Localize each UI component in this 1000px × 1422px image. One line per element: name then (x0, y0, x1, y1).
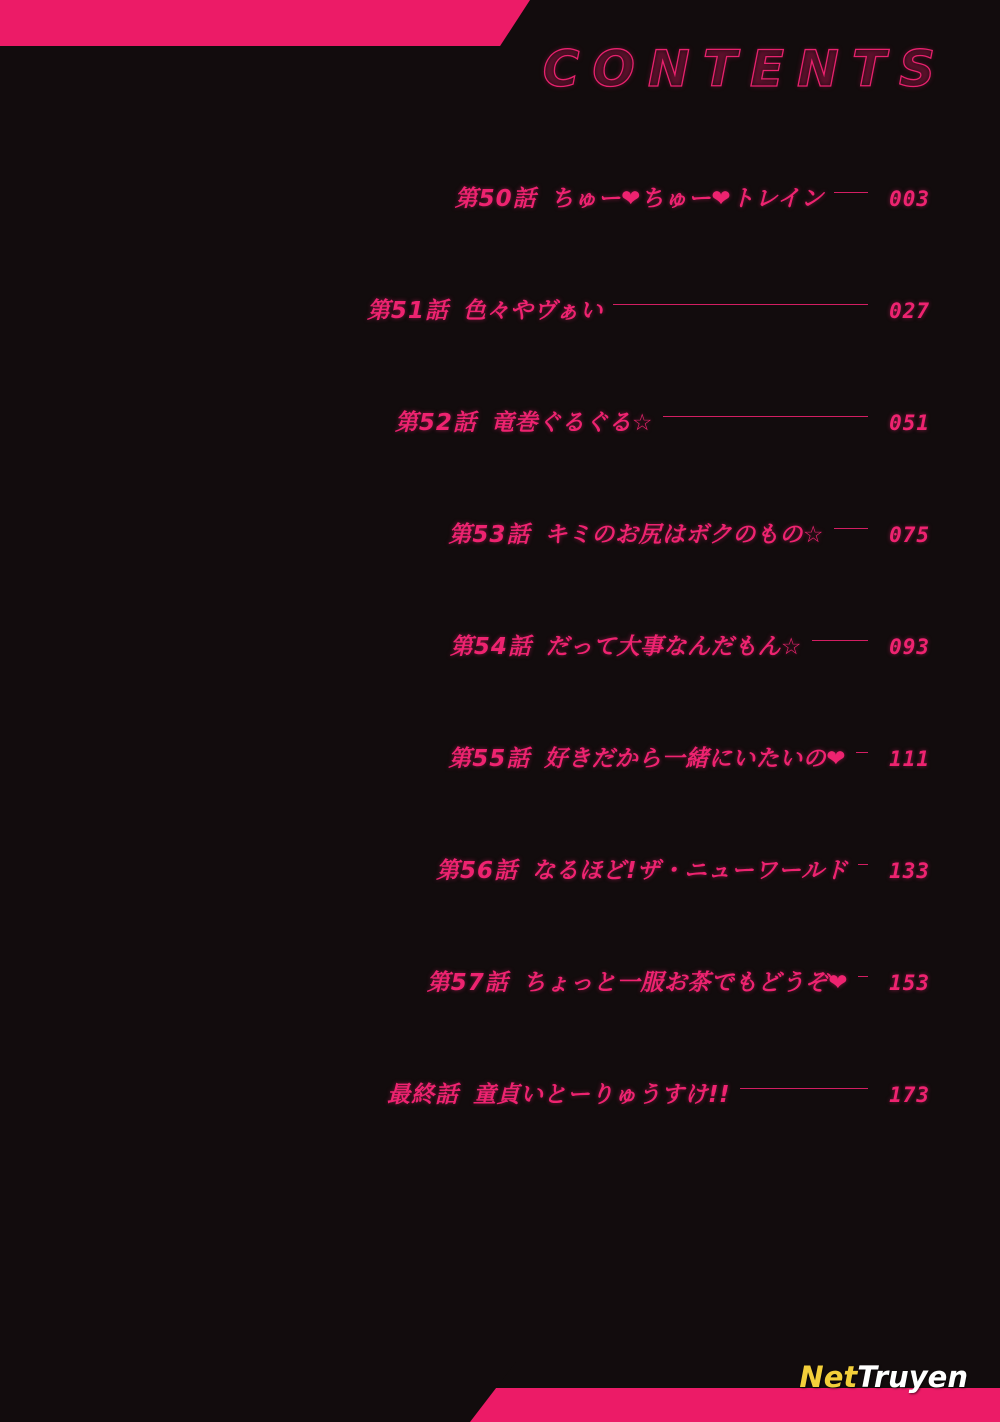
toc-leader-line (834, 528, 868, 529)
toc-page-number: 003 (889, 187, 930, 211)
page-title: CONTENTS (542, 40, 948, 98)
toc-page-number: 133 (889, 859, 930, 883)
toc-page-number: 075 (889, 523, 930, 547)
toc-entry[interactable] (0, 404, 1000, 516)
toc-chapter-label: 第53話 (448, 522, 531, 548)
toc-page-number: 111 (889, 747, 930, 771)
toc-entry-inner (367, 292, 930, 325)
toc-chapter-title: 童貞いとーりゅうすけ!! (473, 1082, 730, 1108)
toc-chapter-label: 第50話 (454, 186, 537, 212)
toc-entry[interactable] (0, 964, 1000, 1076)
toc-chapter-title: ちょっと一服お茶でもどうぞ❤ (522, 970, 848, 996)
watermark-part2: Truyen (857, 1360, 968, 1394)
toc-leader-line (663, 416, 868, 417)
toc-chapter-title: 好きだから一緒にいたいの❤ (544, 746, 846, 772)
toc-chapter-label: 第57話 (426, 970, 509, 996)
toc-chapter-label: 第54話 (449, 634, 532, 660)
toc-leader-line (613, 304, 868, 305)
toc-leader-line (740, 1088, 868, 1089)
toc-leader-line (812, 640, 868, 641)
toc-entry[interactable] (0, 628, 1000, 740)
toc-entry[interactable] (0, 292, 1000, 404)
toc-leader-line (856, 752, 868, 753)
toc-entry[interactable] (0, 516, 1000, 628)
toc-chapter-label: 第51話 (366, 298, 449, 324)
toc-leader-line (858, 864, 868, 865)
toc-page-number: 051 (889, 411, 930, 435)
toc-chapter-label: 第52話 (394, 410, 477, 436)
toc-entry[interactable] (0, 852, 1000, 964)
toc-chapter-title: 色々やヴぁい (462, 298, 603, 324)
toc-chapter-label: 第56話 (435, 858, 518, 884)
toc-chapter-title: キミのお尻はボクのもの☆ (544, 522, 824, 548)
toc-entry-inner (448, 516, 930, 549)
toc-entry[interactable] (0, 740, 1000, 852)
toc-page-number: 173 (889, 1083, 930, 1107)
toc-entry-inner (455, 180, 930, 213)
toc-chapter-title: ちゅー❤ちゅー❤トレイン (550, 186, 824, 212)
toc-chapter-label: 第55話 (448, 746, 531, 772)
toc-entry-inner (427, 964, 930, 997)
toc-entry-inner (450, 628, 930, 661)
table-of-contents (0, 180, 1000, 1188)
toc-leader-line (858, 976, 868, 977)
toc-entry-inner (448, 740, 930, 773)
toc-entry-inner (387, 1076, 930, 1109)
watermark (799, 1360, 968, 1394)
toc-page-number: 153 (889, 971, 930, 995)
toc-entry-inner (395, 404, 930, 437)
toc-chapter-title: 竜巻ぐるぐる☆ (490, 410, 653, 436)
toc-entry[interactable] (0, 180, 1000, 292)
toc-chapter-title: だって大事なんだもん☆ (545, 634, 802, 660)
toc-page-number: 027 (889, 299, 930, 323)
toc-leader-line (834, 192, 868, 193)
watermark-part1: Net (799, 1360, 858, 1394)
toc-chapter-label: 最終話 (387, 1082, 460, 1108)
toc-page-number: 093 (889, 635, 930, 659)
toc-entry-inner (436, 852, 930, 885)
toc-chapter-title: なるほど!ザ・ニューワールド (531, 858, 848, 884)
toc-entry[interactable] (0, 1076, 1000, 1188)
